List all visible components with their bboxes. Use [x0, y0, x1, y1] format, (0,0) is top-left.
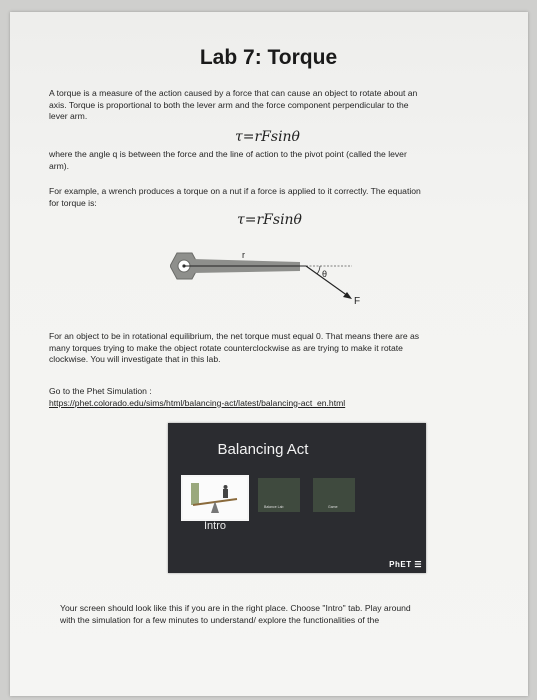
instructions-line: Your screen should look like this if you are in the right place. Choose "Intro" tab. Play around: [60, 603, 411, 613]
instructions-paragraph: [60, 603, 480, 626]
game-tab-label[interactable]: Game: [328, 505, 338, 509]
page-title: Lab 7: Torque: [199, 46, 338, 69]
equilibrium-line: For an object to be in rotational equilibrium, the net torque must equal 0. That means there are as: [49, 331, 420, 341]
wrench-diagram-svg: [170, 240, 370, 310]
r-label: r: [242, 250, 245, 260]
equilibrium-line: many torques trying to make the object rotate counterclockwise as are trying to make it rotate: [49, 342, 403, 353]
phet-logo-text: PhET: [389, 560, 412, 569]
intro-line: axis. Torque is proportional to both the lever arm and the force component perpendicular to the: [49, 99, 409, 110]
phet-link[interactable]: https://phet.colorado.edu/sims/html/balancing-act/latest/balancing-act_en.html: [49, 397, 346, 408]
torque-equation-repeat: τ=rFsinθ: [237, 212, 302, 228]
simulation-title: Balancing Act: [217, 441, 309, 458]
angle-note-paragraph: [49, 149, 479, 172]
wrench-diagram: [170, 240, 370, 310]
intro-line: lever arm.: [49, 111, 88, 121]
example-paragraph: [49, 186, 479, 209]
instructions-line: with the simulation for a few minutes to understand/ explore the functionalities of the: [60, 614, 380, 625]
balance-lab-tab-label[interactable]: Balance Lab: [264, 505, 284, 509]
simulation-screenshot: [168, 423, 426, 573]
intro-paragraph: [49, 88, 479, 123]
menu-icon[interactable]: ☰: [414, 560, 422, 569]
f-label: F: [354, 296, 361, 307]
phet-section: [49, 386, 479, 409]
equilibrium-line: clockwise. You will investigate that in this lab.: [49, 354, 221, 364]
equilibrium-paragraph: [49, 331, 479, 366]
angle-note-line: where the angle q is between the force and the line of action to the pivot point (called the lever: [49, 149, 407, 159]
example-line: For example, a wrench produces a torque on a nut if a force is applied to it correctly. The equation: [49, 186, 421, 196]
phet-logo: [389, 560, 422, 569]
seesaw-icon: [183, 477, 247, 519]
theta-label: θ: [322, 269, 328, 279]
goto-label: Go to the Phet Simulation :: [49, 386, 152, 396]
angle-note-line: arm).: [49, 160, 70, 171]
intro-tab-tile[interactable]: [181, 475, 249, 521]
torque-equation: τ=rFsinθ: [235, 129, 300, 145]
example-line: for torque is:: [49, 197, 97, 208]
intro-line: A torque is a measure of the action caused by a force that can cause an object to rotate about an: [49, 88, 418, 98]
angle-arc: [317, 266, 320, 274]
intro-tab-label[interactable]: Intro: [203, 520, 226, 532]
